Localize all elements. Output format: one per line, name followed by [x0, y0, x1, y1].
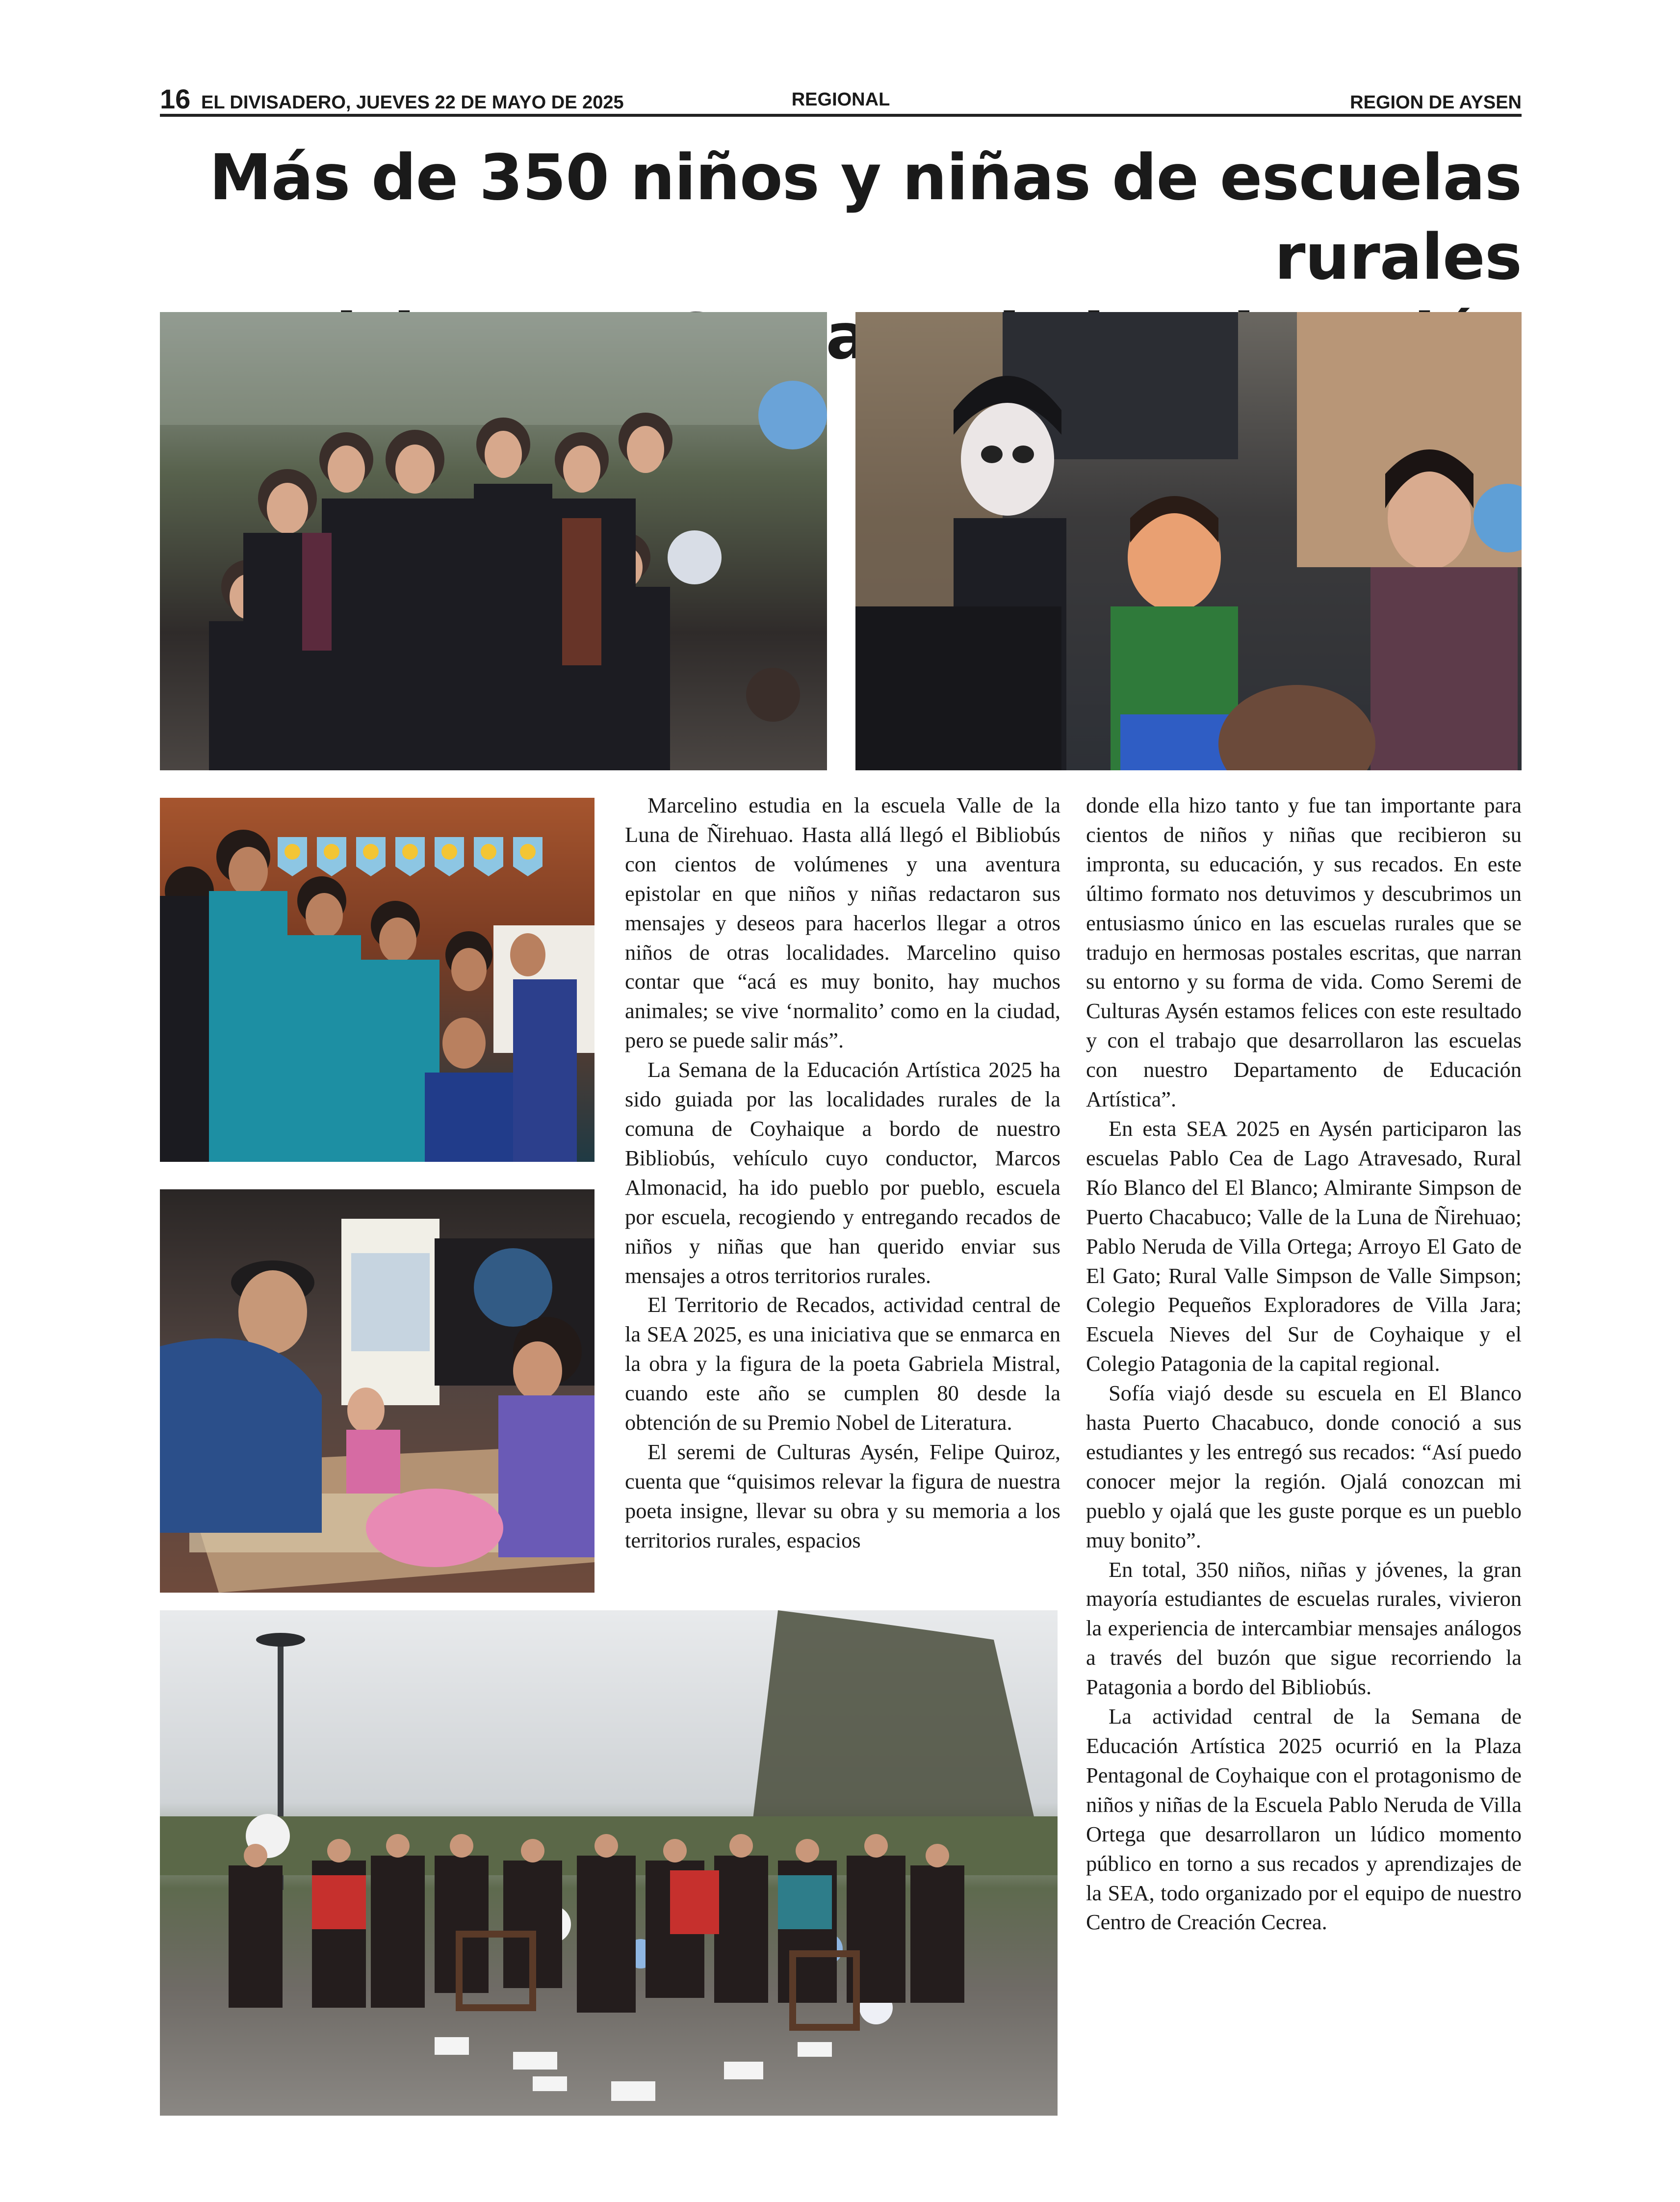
paragraph: En esta SEA 2025 en Aysén participaron las escuelas Pablo Cea de Lago Atravesado, Rural Río Blanco del El Blanco; Almirante Simpson de Puerto Chacabuco; Valle de la Luna de Ñirehuao; Pablo Neruda de Villa Ortega; Arroyo El Gato de El Gato; Rural Valle Simpson de Valle Simpson; Colegio Pequeños Exploradores de Villa Jara; Escuela Nieves del Sur de Coyhaique y el Colegio Patagonia de la capital regional. [1086, 1116, 1522, 1376]
article-column-1 [625, 791, 1060, 1555]
section-label: REGIONAL [791, 89, 890, 110]
region-label: REGION DE AYSEN [1350, 92, 1522, 113]
photo-face-painted-children [855, 312, 1522, 770]
page-number: 16 [160, 83, 191, 114]
paragraph: El seremi de Culturas Aysén, Felipe Quiroz, cuenta que “quisimos relevar la figura de nuestra poeta insigne, llevar su obra y su memoria a los territorios rurales, espacios [625, 1439, 1060, 1552]
paragraph: La Semana de la Educación Artística 2025 ha sido guiada por las localidades rurales de la comuna de Coyhaique a bordo de nuestro Bibliobús, vehículo cuyo conductor, Marcos Almonacid, ha ido pueblo por pueblo, escuela por escuela, recogiendo y entregando recados de niños y niñas que han querido enviar sus mensajes a otros territorios rurales. [625, 1057, 1060, 1288]
paragraph: Sofía viajó desde su escuela en El Blanco hasta Puerto Chacabuco, donde conoció a sus estudiantes y les entregó sus recados: “Así puedo conocer mejor la región. Ojalá conozcan mi pueblo y ojalá que les guste porque es un pueblo muy bonito”. [1086, 1381, 1522, 1552]
photo-table-activity [160, 1189, 594, 1593]
headline-line-1: Más de 350 niños y niñas de escuelas rurales [209, 141, 1522, 294]
article-column-2 [1086, 791, 1522, 1937]
paragraph-continuation: donde ella hizo tanto y fue tan importante para cientos de niños y niñas que recibieron su impronta, su educación, y sus recados. En este último formato nos detuvimos y descubrimos un entusiasmo único en las escuelas rurales que se tradujo en hermosas postales escritas, que narran su entorno y su forma de vida. Como Seremi de Culturas Aysén estamos felices con este resultado y con el trabajo que desarrollaron las escuelas con nuestro Departamento de Educación Artística”. [1086, 793, 1522, 1112]
publication-dateline: EL DIVISADERO, JUEVES 22 DE MAYO DE 2025 [201, 92, 624, 113]
paragraph: Marcelino estudia en la escuela Valle de la Luna de Ñirehuao. Hasta allá llegó el Bibliobús con cientos de volúmenes y una aventura epistolar en que niños y niñas redactaron sus mensajes y deseos para hacerlos llegar a otros niños de otras localidades. Marcelino quiso contar que “acá es muy bonito, hay muchos animales; se vive ‘normalito’ como en la ciudad, pero se puede salir más”. [625, 793, 1060, 1053]
photo-plaza-group [160, 1610, 1058, 2116]
paragraph: El Territorio de Recados, actividad central de la SEA 2025, es una iniciativa que se enmarca en la obra y la figura de la poeta Gabriela Mistral, cuando este año se cumplen 80 desde la obtención de su Premio Nobel de Literatura. [625, 1292, 1060, 1435]
paragraph: En total, 350 niños, niñas y jóvenes, la gran mayoría estudiantes de escuelas rurales, vivieron la experiencia de intercambiar mensajes análogos a través del buzón que sigue recorriendo la Patagonia a bordo del Bibliobús. [1086, 1557, 1522, 1700]
paragraph: La actividad central de la Semana de Educación Artística 2025 ocurrió en la Plaza Pentagonal de Coyhaique con el protagonismo de niños y niñas de la Escuela Pablo Neruda de Villa Ortega que desarrollaron un lúdico momento público en torno a sus recados y aprendizajes de la SEA, todo organizado por el equipo de nuestro Centro de Creación Cecrea. [1086, 1704, 1522, 1935]
page-header [160, 82, 1522, 117]
photo-group-waving [160, 312, 827, 770]
photo-classroom-students [160, 798, 594, 1162]
